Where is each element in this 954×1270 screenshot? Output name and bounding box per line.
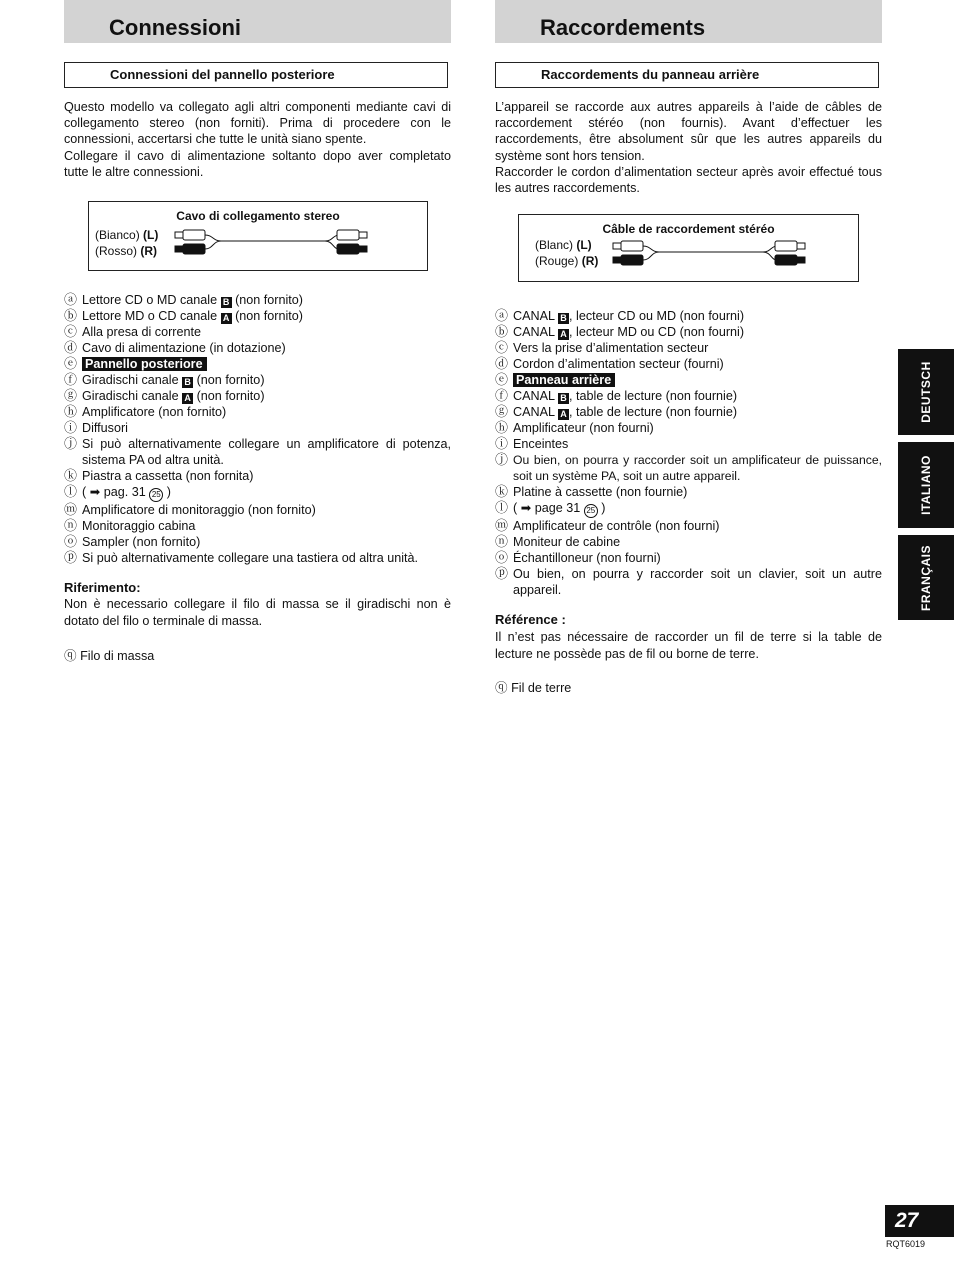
list-item: ⓒ Alla presa di corrente — [64, 324, 202, 339]
list-item: ⓟ Si può alternativamente collegare una tastiera od altra unità. — [64, 550, 419, 565]
channel-badge: A — [558, 409, 569, 420]
list-item: ⓝ Moniteur de cabine — [495, 534, 621, 549]
reference-heading: Riferimento: — [64, 580, 141, 595]
right-channel-label: (R) — [140, 244, 158, 258]
list-item: ⓚ Platine à cassette (non fournie) — [495, 484, 688, 499]
tab-deutsch: DEUTSCH — [898, 349, 954, 435]
list-item: ⓓ Cordon d’alimentation secteur (fourni) — [495, 356, 724, 371]
white-label: (Bianco) — [95, 228, 140, 242]
list-item: ⓘ Diffusori — [64, 420, 128, 435]
page-title: Raccordements — [540, 15, 706, 40]
highlight-label: Panneau arrière — [513, 373, 615, 387]
ground-wire-item: ⓠ Filo di massa — [64, 649, 155, 663]
list-item: ⓟ Ou bien, on pourra y raccorder soit un clavier, soit un autre appareil. — [495, 566, 882, 597]
list-item: ⓚ Piastra a cassetta (non fornita) — [64, 468, 254, 483]
tab-francais: FRANÇAIS — [898, 535, 954, 620]
document-code: RQT6019 — [886, 1239, 926, 1249]
reference-text: Non è necessario collegare il filo di massa se il giradischi non è dotato del filo o terminale di massa. — [64, 597, 451, 628]
highlight-label: Pannello posteriore — [82, 357, 207, 371]
list-item: ⓞ Sampler (non fornito) — [64, 534, 201, 549]
intro-paragraph: Questo modello va collegato agli altri componenti mediante cavi di collegamento stereo (non forniti). Prima di procedere con le connessioni, accertarsi che tutte le unità siano spente. — [64, 100, 451, 147]
list-item: ⓖ Giradischi canale A (non fornito) — [64, 388, 265, 403]
intro-paragraph: L’appareil se raccorde aux autres appareils à l’aide de câbles de raccordement stéréo (non fournis). Avant d’effectuer les raccordements, être absolument sûr que les autres appareils du système sont hors tension. — [495, 100, 882, 163]
channel-badge: B — [558, 313, 569, 324]
cable-right-label — [95, 243, 157, 259]
reference-heading: Référence : — [495, 612, 566, 627]
list-item: ⓑ CANAL A , lecteur MD ou CD (non fourni) — [495, 324, 745, 339]
list-item: ⓕ Giradischi canale B (non fornito) — [64, 372, 265, 387]
list-item: ⓗ Amplificatore (non fornito) — [64, 404, 227, 419]
channel-badge: A — [182, 393, 193, 404]
circled-number: 25 — [584, 504, 598, 518]
list-item: ⓘ Enceintes — [495, 436, 569, 451]
list-item: ⓒ Vers la prise d’alimentation secteur — [495, 340, 709, 355]
list-item: ⓕ CANAL B , table de lecture (non fournie) — [495, 388, 738, 403]
red-label: (Rosso) — [95, 244, 138, 258]
cable-right-label — [535, 253, 598, 269]
cable-diagram — [88, 201, 428, 271]
legend-list — [64, 292, 451, 566]
italian-column — [64, 0, 451, 663]
list-item: ⓔ Pannello posteriore — [64, 356, 451, 372]
intro-paragraph: Collegare il cavo di alimentazione soltanto dopo aver completato tutte le altre connessioni. — [64, 148, 451, 179]
list-item: ⓐ Lettore CD o MD canale B (non fornito) — [64, 292, 303, 307]
intro-text — [495, 99, 882, 196]
list-item: ⓑ Lettore MD o CD canale A (non fornito) — [64, 308, 303, 323]
cable-left-label — [95, 227, 158, 243]
list-item: ⓙ Si può alternativamente collegare un amplificatore di potenza, sistema PA od altra unità. — [64, 436, 451, 467]
section-title-bar — [64, 0, 451, 43]
list-item: ⓛ ( ➡ pag. 31 25 ) — [64, 484, 451, 502]
channel-badge: B — [182, 377, 193, 388]
list-item: ⓜ Amplificatore di monitoraggio (non fornito) — [64, 502, 316, 517]
channel-badge: B — [221, 297, 232, 308]
cable-diagram — [518, 214, 859, 282]
rca-cable-icon — [173, 228, 369, 258]
section-title-bar — [495, 0, 882, 43]
intro-text — [64, 99, 451, 180]
list-item: ⓓ Cavo di alimentazione (in dotazione) — [64, 340, 286, 355]
list-item: ⓛ ( ➡ page 31 25 ) — [495, 500, 882, 518]
list-item: ⓗ Amplificateur (non fourni) — [495, 420, 654, 435]
list-item: ⓜ Amplificateur de contrôle (non fourni) — [495, 518, 720, 533]
cable-title: Câble de raccordement stéréo — [602, 222, 775, 236]
reference-text: Il n’est pas nécessaire de raccorder un fil de terre si la table de lecture ne possède pas de fil ou borne de terre. — [495, 630, 882, 661]
list-item: ⓞ Échantilloneur (non fourni) — [495, 550, 661, 565]
list-item: ⓝ Monitoraggio cabina — [64, 518, 196, 533]
list-item: ⓐ CANAL B , lecteur CD ou MD (non fourni) — [495, 308, 745, 323]
white-label: (Blanc) — [535, 238, 574, 252]
red-label: (Rouge) — [535, 254, 579, 268]
left-channel-label: (L) — [576, 238, 592, 252]
circled-number: 25 — [149, 488, 163, 502]
subsection-title: Raccordements du panneau arrière — [495, 62, 879, 88]
intro-paragraph: Raccorder le cordon d’alimentation secteur après avoir effectué tous les autres raccordements. — [495, 164, 882, 196]
cable-left-label — [535, 237, 592, 253]
channel-badge: A — [558, 329, 569, 340]
ground-wire-item: ⓠ Fil de terre — [495, 681, 572, 695]
right-channel-label: (R) — [581, 254, 599, 268]
page-number: 27 — [885, 1205, 954, 1237]
list-item: ⓙ Ou bien, on pourra y raccorder soit un amplificateur de puissance, soit un système PA, soit un autre appareil. — [495, 452, 882, 483]
tab-italiano: ITALIANO — [898, 442, 954, 528]
list-item: ⓖ CANAL A , table de lecture (non fournie) — [495, 404, 738, 419]
cable-title: Cavo di collegamento stereo — [176, 209, 340, 223]
channel-badge: A — [221, 313, 232, 324]
rca-cable-icon — [611, 239, 807, 269]
list-item: ⓔ Panneau arrière — [495, 372, 882, 388]
channel-badge: B — [558, 393, 569, 404]
legend-list — [495, 308, 882, 598]
subsection-title: Connessioni del pannello posteriore — [64, 62, 448, 88]
french-column — [495, 0, 882, 695]
left-channel-label: (L) — [143, 228, 159, 242]
page-title: Connessioni — [109, 15, 242, 40]
